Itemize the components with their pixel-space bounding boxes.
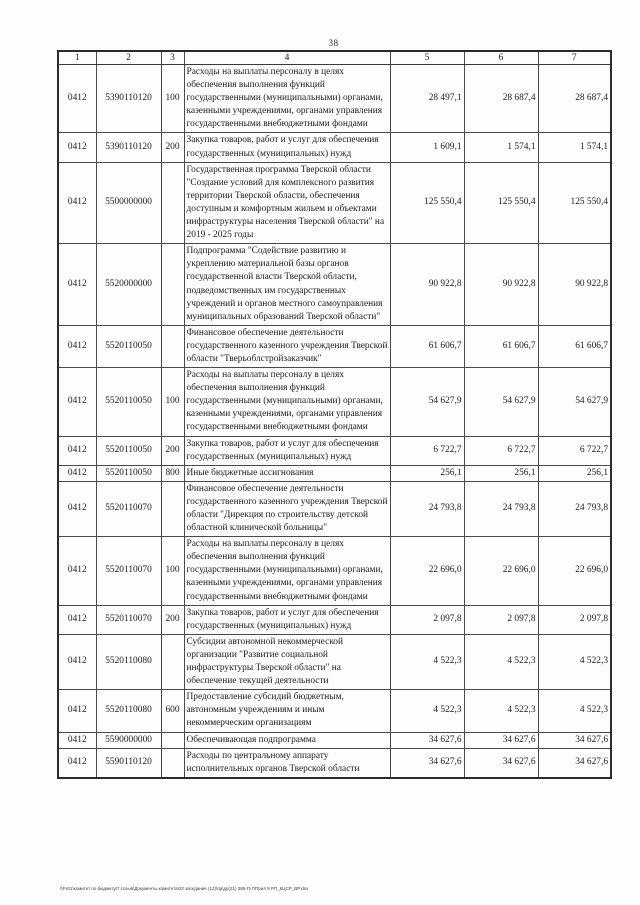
cell-section-code: 0412 bbox=[58, 244, 96, 326]
cell-name: Расходы на выплаты персоналу в целях обеспечения выполнения функций государственными (муниципальными) органами, казенными учреждениями, органами управления государственными внебюджетными фондами bbox=[184, 65, 390, 133]
cell-amount-year1: 34 627,6 bbox=[390, 732, 464, 748]
cell-amount-year2: 1 574,1 bbox=[464, 133, 538, 162]
table-row bbox=[58, 690, 611, 732]
cell-section-code: 0412 bbox=[58, 481, 96, 536]
cell-amount-year3: 4 522,3 bbox=[538, 634, 611, 689]
cell-target-article-code: 5520110070 bbox=[96, 537, 161, 605]
column-number-header: 4 bbox=[184, 51, 390, 65]
cell-amount-year3: 61 606,7 bbox=[538, 325, 611, 367]
cell-amount-year1: 4 522,3 bbox=[390, 690, 464, 732]
cell-section-code: 0412 bbox=[58, 133, 96, 162]
cell-target-article-code: 5520110070 bbox=[96, 481, 161, 536]
cell-expense-type-code bbox=[161, 162, 184, 244]
column-number-header: 1 bbox=[58, 51, 96, 65]
cell-expense-type-code bbox=[161, 634, 184, 689]
cell-expense-type-code: 100 bbox=[161, 368, 184, 436]
cell-name: Государственная программа Тверской области "Создание условий для комплексного развития территории Тверской области, обеспечения доступным и комфортным жильем и объектами инфраструктуры населения Тверской области" на 2019 - 2025 годы bbox=[184, 162, 390, 244]
table-row bbox=[58, 537, 611, 605]
cell-amount-year2: 24 793,8 bbox=[464, 481, 538, 536]
cell-amount-year3: 24 793,8 bbox=[538, 481, 611, 536]
cell-amount-year3: 6 722,7 bbox=[538, 436, 611, 465]
cell-amount-year3: 34 627,6 bbox=[538, 748, 611, 778]
cell-expense-type-code bbox=[161, 244, 184, 326]
cell-name: Финансовое обеспечение деятельности государственного казенного учреждения Тверской области "Дирекция по строительству детской областной клинической больницы" bbox=[184, 481, 390, 536]
cell-name: Расходы на выплаты персоналу в целях обеспечения выполнения функций государственными (муниципальными) органами, казенными учреждениями, органами управления государственными внебюджетными фондами bbox=[184, 537, 390, 605]
table-row bbox=[58, 65, 611, 133]
cell-target-article-code: 5520110080 bbox=[96, 690, 161, 732]
table-row bbox=[58, 465, 611, 481]
table-row bbox=[58, 436, 611, 465]
column-header-row bbox=[58, 51, 611, 65]
cell-amount-year1: 54 627,9 bbox=[390, 368, 464, 436]
cell-name: Расходы по центральному аппарату исполнительных органов Тверской области bbox=[184, 748, 390, 778]
cell-section-code: 0412 bbox=[58, 436, 96, 465]
cell-amount-year3: 125 550,4 bbox=[538, 162, 611, 244]
cell-target-article-code: 5390110120 bbox=[96, 65, 161, 133]
cell-section-code: 0412 bbox=[58, 368, 96, 436]
table-row bbox=[58, 368, 611, 436]
cell-expense-type-code bbox=[161, 748, 184, 778]
cell-expense-type-code bbox=[161, 481, 184, 536]
cell-amount-year3: 4 522,3 bbox=[538, 690, 611, 732]
file-path-footer: \\Fs01\комитет по бюджету\7 созыв\Документы комитета\23 заседание (12)\пр\др(21) 385-П-7\Прил 8 РП_КЦСР_ВР.xlsx bbox=[60, 886, 309, 892]
cell-section-code: 0412 bbox=[58, 690, 96, 732]
cell-name: Иные бюджетные ассигнования bbox=[184, 465, 390, 481]
column-number-header: 5 bbox=[390, 51, 464, 65]
cell-amount-year3: 54 627,9 bbox=[538, 368, 611, 436]
cell-target-article-code: 5520110050 bbox=[96, 325, 161, 367]
table-row bbox=[58, 133, 611, 162]
cell-amount-year2: 4 522,3 bbox=[464, 690, 538, 732]
cell-name: Подпрограмма "Содействие развитию и укреплению материальной базы органов государственной власти Тверской области, подведомственных им государственных учреждений и органов местного самоуправления муниципальных образований Тверской области" bbox=[184, 244, 390, 326]
cell-name: Расходы на выплаты персоналу в целях обеспечения выполнения функций государственными (муниципальными) органами, казенными учреждениями, органами управления государственными внебюджетными фондами bbox=[184, 368, 390, 436]
cell-section-code: 0412 bbox=[58, 732, 96, 748]
cell-expense-type-code: 100 bbox=[161, 537, 184, 605]
table-row bbox=[58, 244, 611, 326]
cell-expense-type-code: 600 bbox=[161, 690, 184, 732]
cell-amount-year2: 34 627,6 bbox=[464, 732, 538, 748]
table-row bbox=[58, 732, 611, 748]
cell-expense-type-code: 200 bbox=[161, 436, 184, 465]
cell-section-code: 0412 bbox=[58, 65, 96, 133]
cell-target-article-code: 5500000000 bbox=[96, 162, 161, 244]
cell-amount-year3: 90 922,8 bbox=[538, 244, 611, 326]
cell-expense-type-code: 200 bbox=[161, 133, 184, 162]
cell-target-article-code: 5520110050 bbox=[96, 368, 161, 436]
cell-section-code: 0412 bbox=[58, 325, 96, 367]
column-number-header: 2 bbox=[96, 51, 161, 65]
cell-expense-type-code bbox=[161, 325, 184, 367]
cell-amount-year2: 22 696,0 bbox=[464, 537, 538, 605]
cell-name: Субсидии автономной некоммерческой организации "Развитие социальной инфраструктуры Тверской области" на обеспечение текущей деятельности bbox=[184, 634, 390, 689]
table-body bbox=[58, 65, 611, 778]
cell-target-article-code: 5520110070 bbox=[96, 605, 161, 634]
cell-name: Закупка товаров, работ и услуг для обеспечения государственных (муниципальных) нужд bbox=[184, 605, 390, 634]
cell-amount-year2: 54 627,9 bbox=[464, 368, 538, 436]
cell-amount-year1: 24 793,8 bbox=[390, 481, 464, 536]
cell-target-article-code: 5520110080 bbox=[96, 634, 161, 689]
cell-amount-year2: 256,1 bbox=[464, 465, 538, 481]
cell-section-code: 0412 bbox=[58, 465, 96, 481]
table-row bbox=[58, 634, 611, 689]
cell-amount-year2: 2 097,8 bbox=[464, 605, 538, 634]
column-number-header: 3 bbox=[161, 51, 184, 65]
cell-target-article-code: 5520000000 bbox=[96, 244, 161, 326]
cell-target-article-code: 5520110050 bbox=[96, 465, 161, 481]
table-row bbox=[58, 605, 611, 634]
cell-amount-year3: 2 097,8 bbox=[538, 605, 611, 634]
cell-expense-type-code bbox=[161, 732, 184, 748]
cell-amount-year1: 4 522,3 bbox=[390, 634, 464, 689]
cell-target-article-code: 5520110050 bbox=[96, 436, 161, 465]
cell-amount-year2: 6 722,7 bbox=[464, 436, 538, 465]
cell-name: Предоставление субсидий бюджетным, автономным учреждениям и иным некоммерческим организациям bbox=[184, 690, 390, 732]
cell-amount-year1: 256,1 bbox=[390, 465, 464, 481]
table-row bbox=[58, 162, 611, 244]
cell-amount-year3: 34 627,6 bbox=[538, 732, 611, 748]
budget-table bbox=[57, 50, 612, 779]
cell-section-code: 0412 bbox=[58, 605, 96, 634]
cell-name: Закупка товаров, работ и услуг для обеспечения государственных (муниципальных) нужд bbox=[184, 133, 390, 162]
cell-amount-year1: 34 627,6 bbox=[390, 748, 464, 778]
cell-target-article-code: 5590000000 bbox=[96, 732, 161, 748]
cell-expense-type-code: 100 bbox=[161, 65, 184, 133]
cell-amount-year1: 90 922,8 bbox=[390, 244, 464, 326]
cell-section-code: 0412 bbox=[58, 748, 96, 778]
cell-amount-year1: 61 606,7 bbox=[390, 325, 464, 367]
cell-name: Закупка товаров, работ и услуг для обеспечения государственных (муниципальных) нужд bbox=[184, 436, 390, 465]
cell-amount-year1: 22 696,0 bbox=[390, 537, 464, 605]
cell-amount-year1: 125 550,4 bbox=[390, 162, 464, 244]
cell-section-code: 0412 bbox=[58, 537, 96, 605]
cell-amount-year2: 90 922,8 bbox=[464, 244, 538, 326]
cell-amount-year3: 1 574,1 bbox=[538, 133, 611, 162]
column-number-header: 7 bbox=[538, 51, 611, 65]
cell-amount-year3: 256,1 bbox=[538, 465, 611, 481]
cell-amount-year2: 34 627,6 bbox=[464, 748, 538, 778]
table-row bbox=[58, 325, 611, 367]
cell-name: Финансовое обеспечение деятельности государственного казенного учреждения Тверской области "Тверьоблстройзаказчик" bbox=[184, 325, 390, 367]
cell-amount-year1: 28 497,1 bbox=[390, 65, 464, 133]
cell-name: Обеспечивающая подпрограмма bbox=[184, 732, 390, 748]
table-row bbox=[58, 748, 611, 778]
cell-amount-year1: 6 722,7 bbox=[390, 436, 464, 465]
cell-amount-year2: 4 522,3 bbox=[464, 634, 538, 689]
cell-amount-year2: 125 550,4 bbox=[464, 162, 538, 244]
cell-section-code: 0412 bbox=[58, 162, 96, 244]
cell-amount-year3: 22 696,0 bbox=[538, 537, 611, 605]
table-row bbox=[58, 481, 611, 536]
cell-amount-year3: 28 687,4 bbox=[538, 65, 611, 133]
cell-section-code: 0412 bbox=[58, 634, 96, 689]
cell-amount-year2: 28 687,4 bbox=[464, 65, 538, 133]
cell-target-article-code: 5390110120 bbox=[96, 133, 161, 162]
cell-amount-year1: 1 609,1 bbox=[390, 133, 464, 162]
cell-target-article-code: 5590110120 bbox=[96, 748, 161, 778]
page-number: 38 bbox=[328, 38, 339, 48]
column-number-header: 6 bbox=[464, 51, 538, 65]
cell-expense-type-code: 800 bbox=[161, 465, 184, 481]
cell-amount-year2: 61 606,7 bbox=[464, 325, 538, 367]
cell-amount-year1: 2 097,8 bbox=[390, 605, 464, 634]
cell-expense-type-code: 200 bbox=[161, 605, 184, 634]
